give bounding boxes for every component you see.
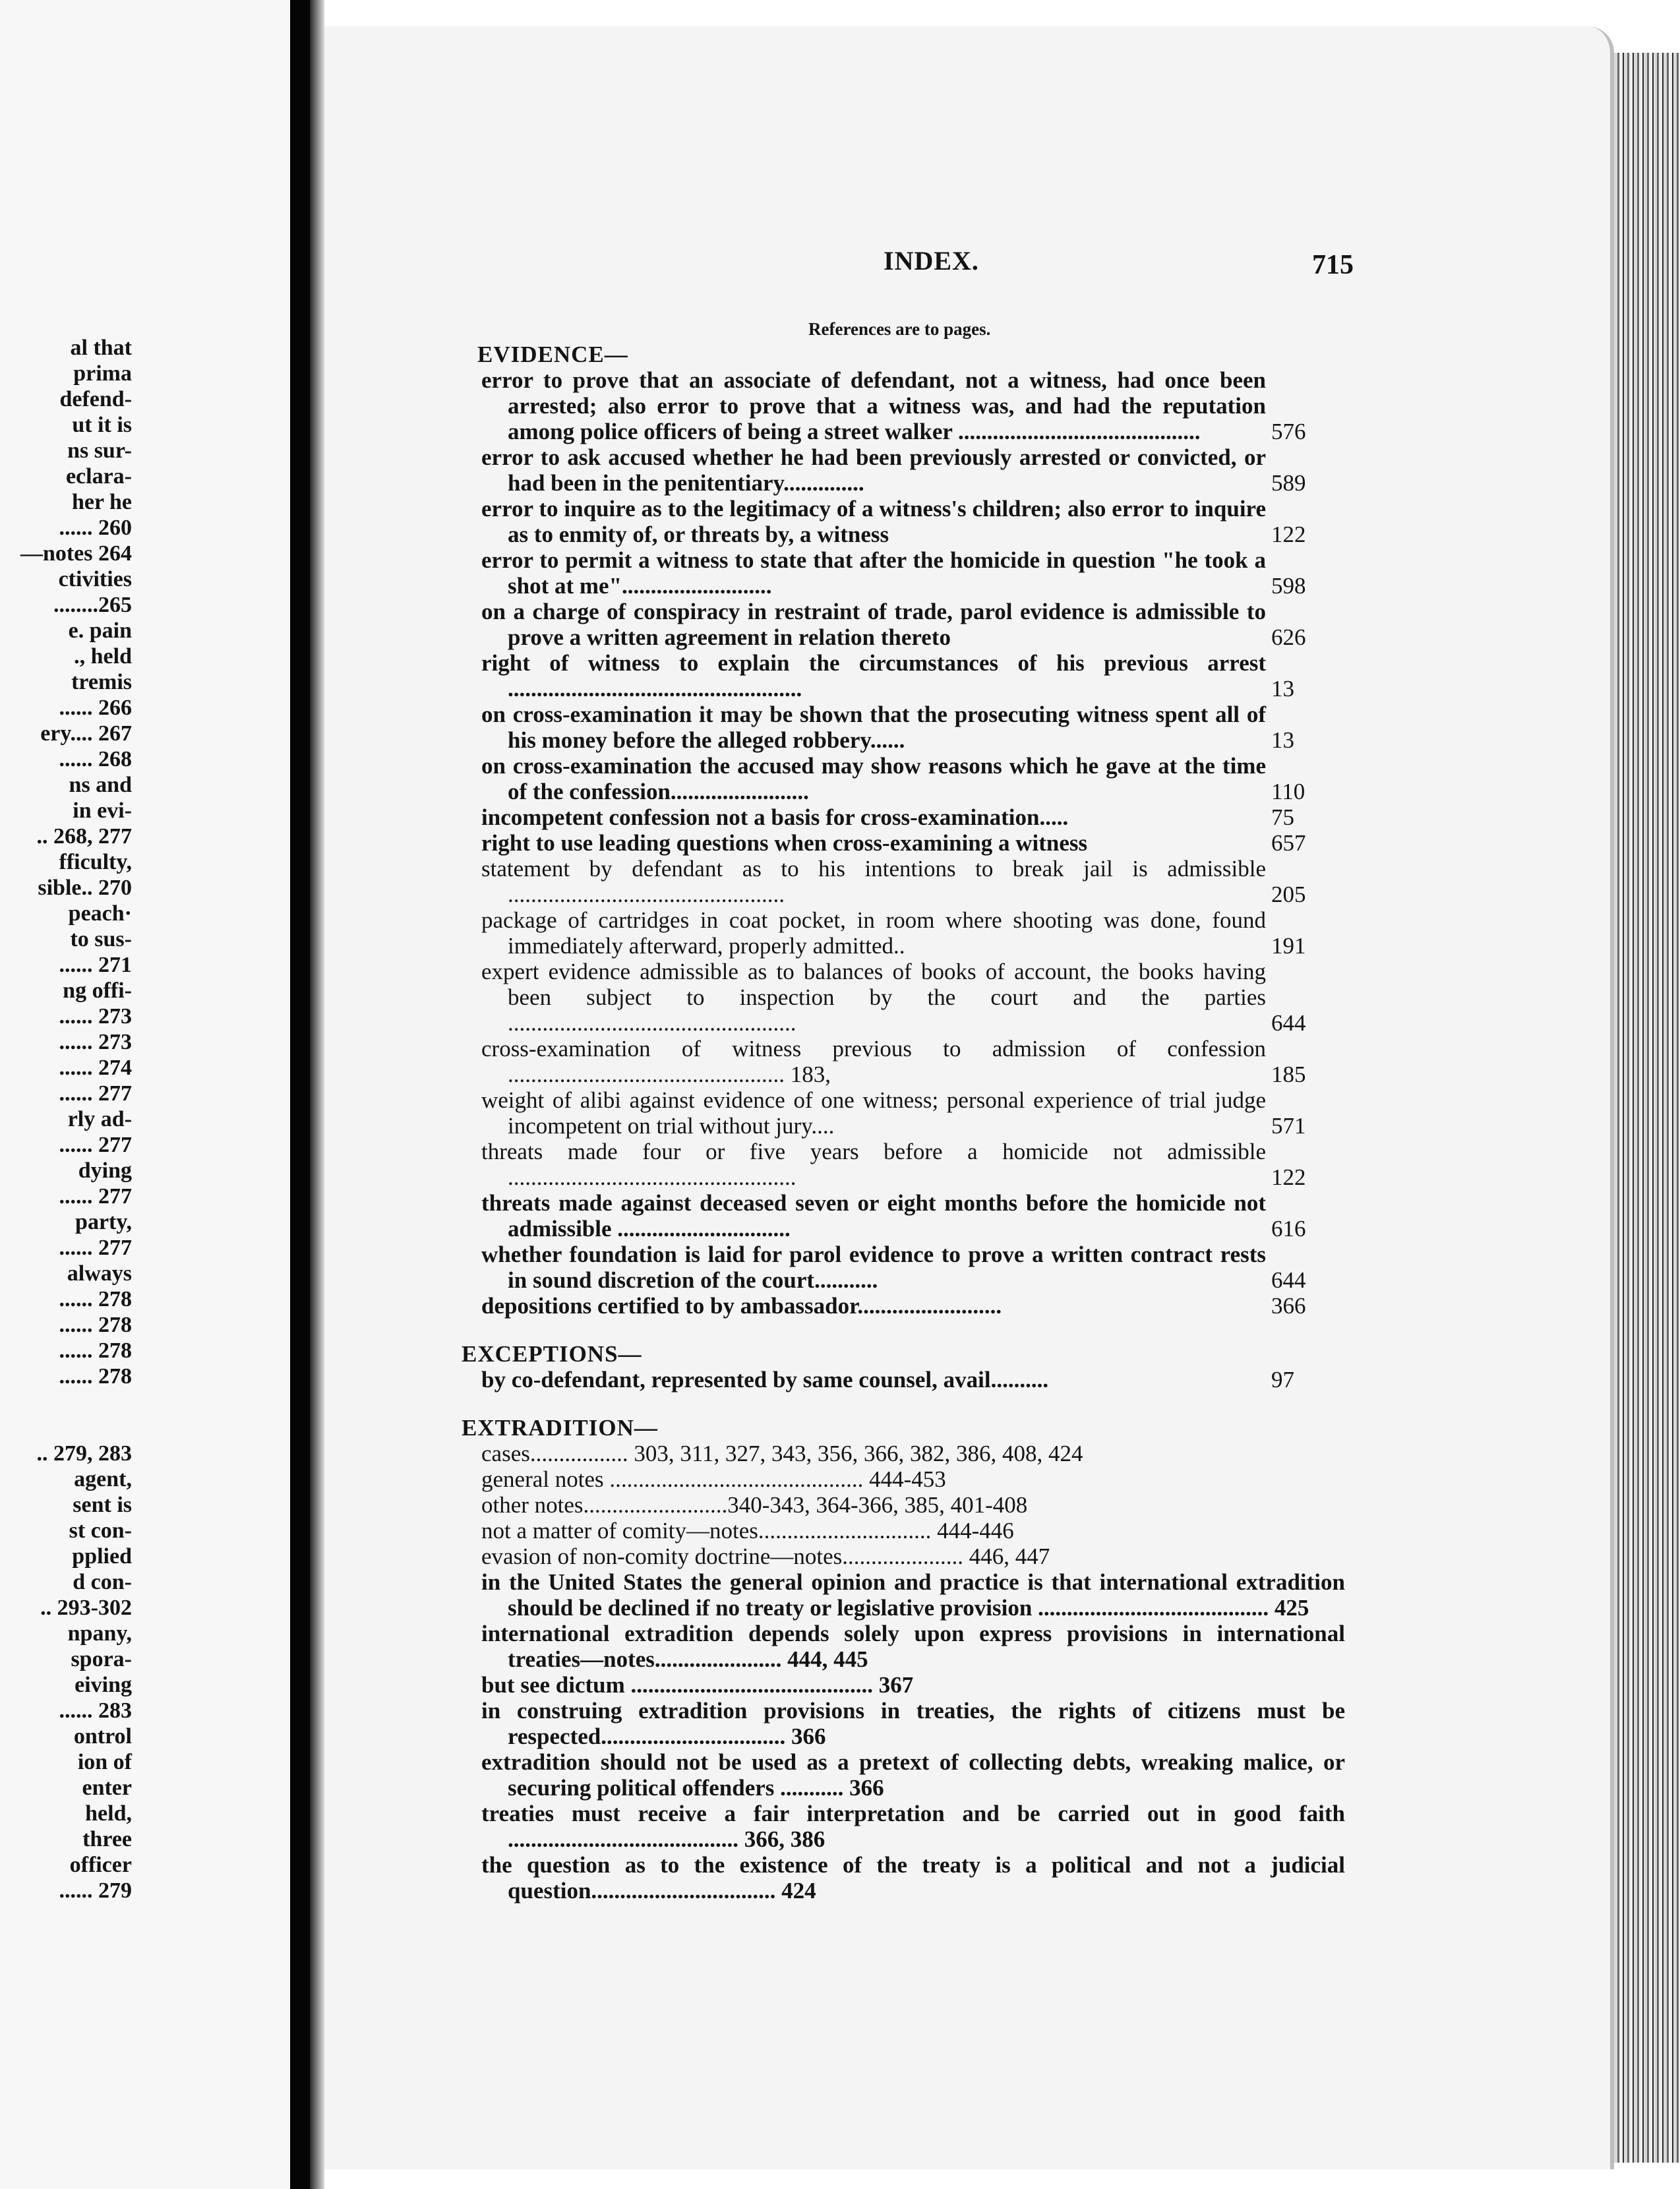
index-entry-text: the question as to the existence of the treaty is a political and not a judicial question................................ 424: [481, 1852, 1345, 1904]
left-page-line: pplied: [72, 1544, 132, 1569]
left-page-line: —notes 264: [20, 541, 132, 566]
left-page-line: tremis: [71, 670, 132, 694]
left-page-line: ...... 277: [59, 1081, 132, 1106]
left-page-line: ...... 277: [59, 1236, 132, 1260]
section-heading-evidence: EVIDENCE—: [477, 342, 628, 367]
left-page-line: spora-: [71, 1647, 132, 1671]
left-page-line: sible.. 270: [38, 876, 132, 900]
index-entry-text: cases................. 303, 311, 327, 343, 356, 366, 382, 386, 408, 424: [481, 1441, 1083, 1466]
index-entry: [462, 1801, 1345, 1852]
index-entry: [462, 1367, 1345, 1393]
index-entry-text: error to ask accused whether he had been previously arrested or convicted, or had been in the penitentiary..............: [481, 444, 1266, 496]
index-entry: [462, 367, 1345, 444]
left-page-line: defend-: [59, 387, 132, 411]
index-entry-text: error to prove that an associate of defendant, not a witness, had once been arrested; also error to prove that a witness was, and had the reputation among police officers of being a street walker ..........................................: [481, 367, 1266, 444]
index-entry-text: statement by defendant as to his intentions to break jail is admissible ................................................: [481, 856, 1266, 907]
index-entry-page: 13: [1271, 676, 1294, 702]
index-entry-page: 97: [1271, 1367, 1294, 1393]
left-page-line: eiving: [75, 1673, 132, 1697]
index-entry-text: package of cartridges in coat pocket, in room where shooting was done, found immediately afterward, properly admitted..: [481, 907, 1266, 959]
index-entry-text: depositions certified to by ambassador.........................: [481, 1293, 1002, 1319]
section-heading-exceptions: EXCEPTIONS—: [462, 1341, 642, 1367]
left-page-line: st con-: [69, 1518, 132, 1543]
left-page-line: ...... 278: [59, 1364, 132, 1389]
index-entry-text: on cross-examination it may be shown that the prosecuting witness spent all of his money before the alleged robbery......: [481, 702, 1266, 753]
left-page-line: .. 268, 277: [36, 824, 132, 849]
index-entry-page: 616: [1271, 1216, 1306, 1242]
index-entry-page: 185: [1271, 1062, 1306, 1087]
index-entry: [462, 753, 1345, 804]
index-entry-page: 644: [1271, 1010, 1306, 1036]
index-entry-page: 644: [1271, 1267, 1306, 1293]
index-entry: [462, 1242, 1345, 1293]
index-entry-text: cross-examination of witness previous to admission of confession ................................................ 183,: [481, 1036, 1266, 1087]
index-entry-text: right of witness to explain the circumstances of his previous arrest ...................................................: [481, 650, 1266, 702]
left-page-line: enter: [82, 1776, 132, 1800]
left-page-line: held,: [85, 1801, 132, 1826]
left-page-line: d con-: [73, 1570, 132, 1594]
index-entry-text: on cross-examination the accused may show reasons which he gave at the time of the confession........................: [481, 753, 1266, 804]
index-entry-page: 110: [1271, 779, 1305, 804]
index-entry-page: 598: [1271, 573, 1306, 599]
index-entry: [462, 1852, 1345, 1904]
left-page-line: ., held: [74, 644, 132, 669]
left-page-line: ut it is: [72, 413, 132, 437]
left-page-line: [0, 1415, 132, 1441]
left-page-line: party,: [75, 1210, 132, 1234]
left-page-line: ...... 277: [59, 1184, 132, 1209]
left-page-line: ...... 278: [59, 1338, 132, 1363]
left-page-text-fragment: [0, 335, 132, 1904]
left-page-line: ns sur-: [67, 438, 132, 463]
page-edges: [1614, 53, 1680, 2163]
index-entry: [462, 804, 1345, 830]
index-entry: [462, 1087, 1345, 1139]
index-entry-text: but see dictum .......................................... 367: [481, 1672, 914, 1698]
index-entry-text: general notes ............................................ 444-453: [481, 1466, 946, 1492]
left-page-line: ery.... 267: [40, 721, 132, 746]
index-entry: [462, 1518, 1345, 1544]
index-entry-text: other notes.........................340-343, 364-366, 385, 401-408: [481, 1492, 1028, 1518]
index-entry: [462, 1139, 1345, 1190]
index-entry: [462, 547, 1345, 599]
left-page-line: ...... 273: [59, 1004, 132, 1029]
index-entry-text: expert evidence admissible as to balances of books of account, the books having been subject to inspection by the court and the parties ..................................................: [481, 959, 1266, 1036]
index-entry-text: evasion of non-comity doctrine—notes..................... 446, 447: [481, 1544, 1050, 1569]
left-page-line: ...... 266: [59, 696, 132, 720]
index-entry-text: in construing extradition provisions in treaties, the rights of citizens must be respected................................ 366: [481, 1698, 1345, 1749]
index-entry: [462, 1190, 1345, 1242]
index-entry-page: 571: [1271, 1113, 1306, 1139]
left-page-line: ...... 277: [59, 1133, 132, 1157]
left-page-line: fficulty,: [59, 850, 132, 874]
left-page: [0, 0, 290, 2189]
index-entry: [462, 1466, 1345, 1492]
index-entry: [462, 907, 1345, 959]
left-page-line: ctivities: [58, 567, 132, 591]
left-page-line: in evi-: [73, 798, 132, 823]
left-page-line: ...... 260: [59, 516, 132, 540]
index-entry-text: error to permit a witness to state that after the homicide in question "he took a shot at me"..........................: [481, 547, 1266, 599]
index-entry-page: 75: [1271, 804, 1294, 830]
index-entry: [462, 856, 1345, 907]
book-gutter: [290, 0, 310, 2189]
left-page-line: ontrol: [73, 1724, 132, 1749]
index-entry: [462, 599, 1345, 650]
index-entry-text: incompetent confession not a basis for cross-examination.....: [481, 804, 1069, 830]
left-page-line: ng offi-: [63, 978, 132, 1003]
index-entry: [462, 1544, 1345, 1569]
index-entry-text: in the United States the general opinion and practice is that international extradition should be declined if no treaty or legislative provision ........................................ 425: [481, 1569, 1345, 1621]
index-entry: [462, 650, 1345, 702]
left-page-line: ...... 274: [59, 1056, 132, 1080]
left-page-line: dying: [78, 1158, 132, 1183]
left-page-line: ...... 271: [59, 953, 132, 977]
exceptions-entries: [462, 1367, 1345, 1393]
left-page-line: agent,: [74, 1467, 132, 1491]
index-entry: [462, 1621, 1345, 1672]
left-page-line: ........265: [53, 593, 132, 617]
index-entry-page: 576: [1271, 419, 1306, 444]
left-page-line: sent is: [73, 1493, 132, 1517]
left-page-line: prima: [73, 361, 132, 386]
index-entry-page: 13: [1271, 727, 1294, 753]
running-head: INDEX.: [884, 246, 979, 276]
index-entry: [462, 1441, 1345, 1466]
left-page-line: three: [82, 1827, 132, 1851]
index-entry: [462, 830, 1345, 856]
left-page-line: npany,: [67, 1621, 132, 1646]
index-entry-text: weight of alibi against evidence of one witness; personal experience of trial judge incompetent on trial without jury....: [481, 1087, 1266, 1139]
left-page-line: rly ad-: [67, 1107, 132, 1131]
index-entry: [462, 496, 1345, 547]
index-entry-page: 191: [1271, 933, 1306, 959]
left-page-line: officer: [69, 1853, 132, 1877]
left-page-line: .. 279, 283: [36, 1441, 132, 1466]
index-entry-page: 122: [1271, 522, 1306, 547]
left-page-line: ...... 283: [59, 1698, 132, 1723]
references-note: References are to pages.: [808, 319, 991, 339]
left-page-line: ...... 278: [59, 1287, 132, 1311]
index-entry-page: 122: [1271, 1164, 1306, 1190]
index-entry-text: threats made against deceased seven or eight months before the homicide not admissible ..............................: [481, 1190, 1266, 1242]
left-page-line: e. pain: [68, 618, 132, 643]
left-page-line: her he: [72, 490, 132, 514]
extradition-entries: [462, 1441, 1345, 1904]
left-page-line: ...... 268: [59, 747, 132, 771]
index-entry-page: 657: [1271, 830, 1306, 856]
page-number: 715: [1312, 250, 1354, 280]
section-heading-extradition: EXTRADITION—: [462, 1415, 658, 1441]
index-entry: [462, 1672, 1345, 1698]
index-entry-text: whether foundation is laid for parol evidence to prove a written contract rests in sound discretion of the court...........: [481, 1242, 1266, 1293]
left-page-line: ...... 278: [59, 1313, 132, 1337]
left-page-line: eclara-: [65, 464, 132, 489]
left-page-line: ion of: [77, 1750, 132, 1774]
index-entry-page: 205: [1271, 882, 1306, 907]
left-page-line: peach·: [68, 901, 132, 926]
left-page-line: [0, 1389, 132, 1415]
index-entry-text: error to inquire as to the legitimacy of a witness's children; also error to inquire as to enmity of, or threats by, a witness: [481, 496, 1266, 547]
index-body: [462, 342, 1345, 1904]
index-entry-text: extradition should not be used as a pretext of collecting debts, wreaking malice, or securing political offenders ........... 366: [481, 1749, 1345, 1801]
index-entry: [462, 959, 1345, 1036]
left-page-line: .. 293-302: [40, 1596, 132, 1620]
index-entry-text: not a matter of comity—notes.............................. 444-446: [481, 1518, 1014, 1544]
index-entry-text: on a charge of conspiracy in restraint of trade, parol evidence is admissible to prove a written agreement in relation thereto: [481, 599, 1266, 650]
left-page-line: always: [67, 1261, 132, 1286]
left-page-line: al that: [70, 336, 132, 360]
left-page-line: ...... 279: [59, 1878, 132, 1903]
index-entry-text: right to use leading questions when cross-examining a witness: [481, 830, 1088, 856]
index-entry: [462, 1036, 1345, 1087]
index-entry-text: international extradition depends solely upon express provisions in international treaties—notes...................... 444, 445: [481, 1621, 1345, 1672]
evidence-entries: [462, 367, 1345, 1319]
index-entry: [462, 1492, 1345, 1518]
index-entry-text: treaties must receive a fair interpretation and be carried out in good faith ........................................ 366, 386: [481, 1801, 1345, 1852]
gutter-shadow: [310, 0, 324, 2189]
index-entry: [462, 1293, 1345, 1319]
index-entry-text: by co-defendant, represented by same counsel, avail..........: [481, 1367, 1049, 1393]
left-page-line: to sus-: [70, 927, 132, 951]
index-entry: [462, 1569, 1345, 1621]
index-entry: [462, 1749, 1345, 1801]
page-header: [0, 245, 1680, 285]
index-entry: [462, 1698, 1345, 1749]
left-page-line: ns and: [69, 773, 132, 797]
index-entry-page: 626: [1271, 624, 1306, 650]
index-entry-text: threats made four or five years before a homicide not admissible ..................................................: [481, 1139, 1266, 1190]
index-entry: [462, 444, 1345, 496]
left-page-line: ...... 273: [59, 1030, 132, 1054]
index-entry: [462, 702, 1345, 753]
index-entry-page: 589: [1271, 470, 1306, 496]
index-entry-page: 366: [1271, 1293, 1306, 1319]
